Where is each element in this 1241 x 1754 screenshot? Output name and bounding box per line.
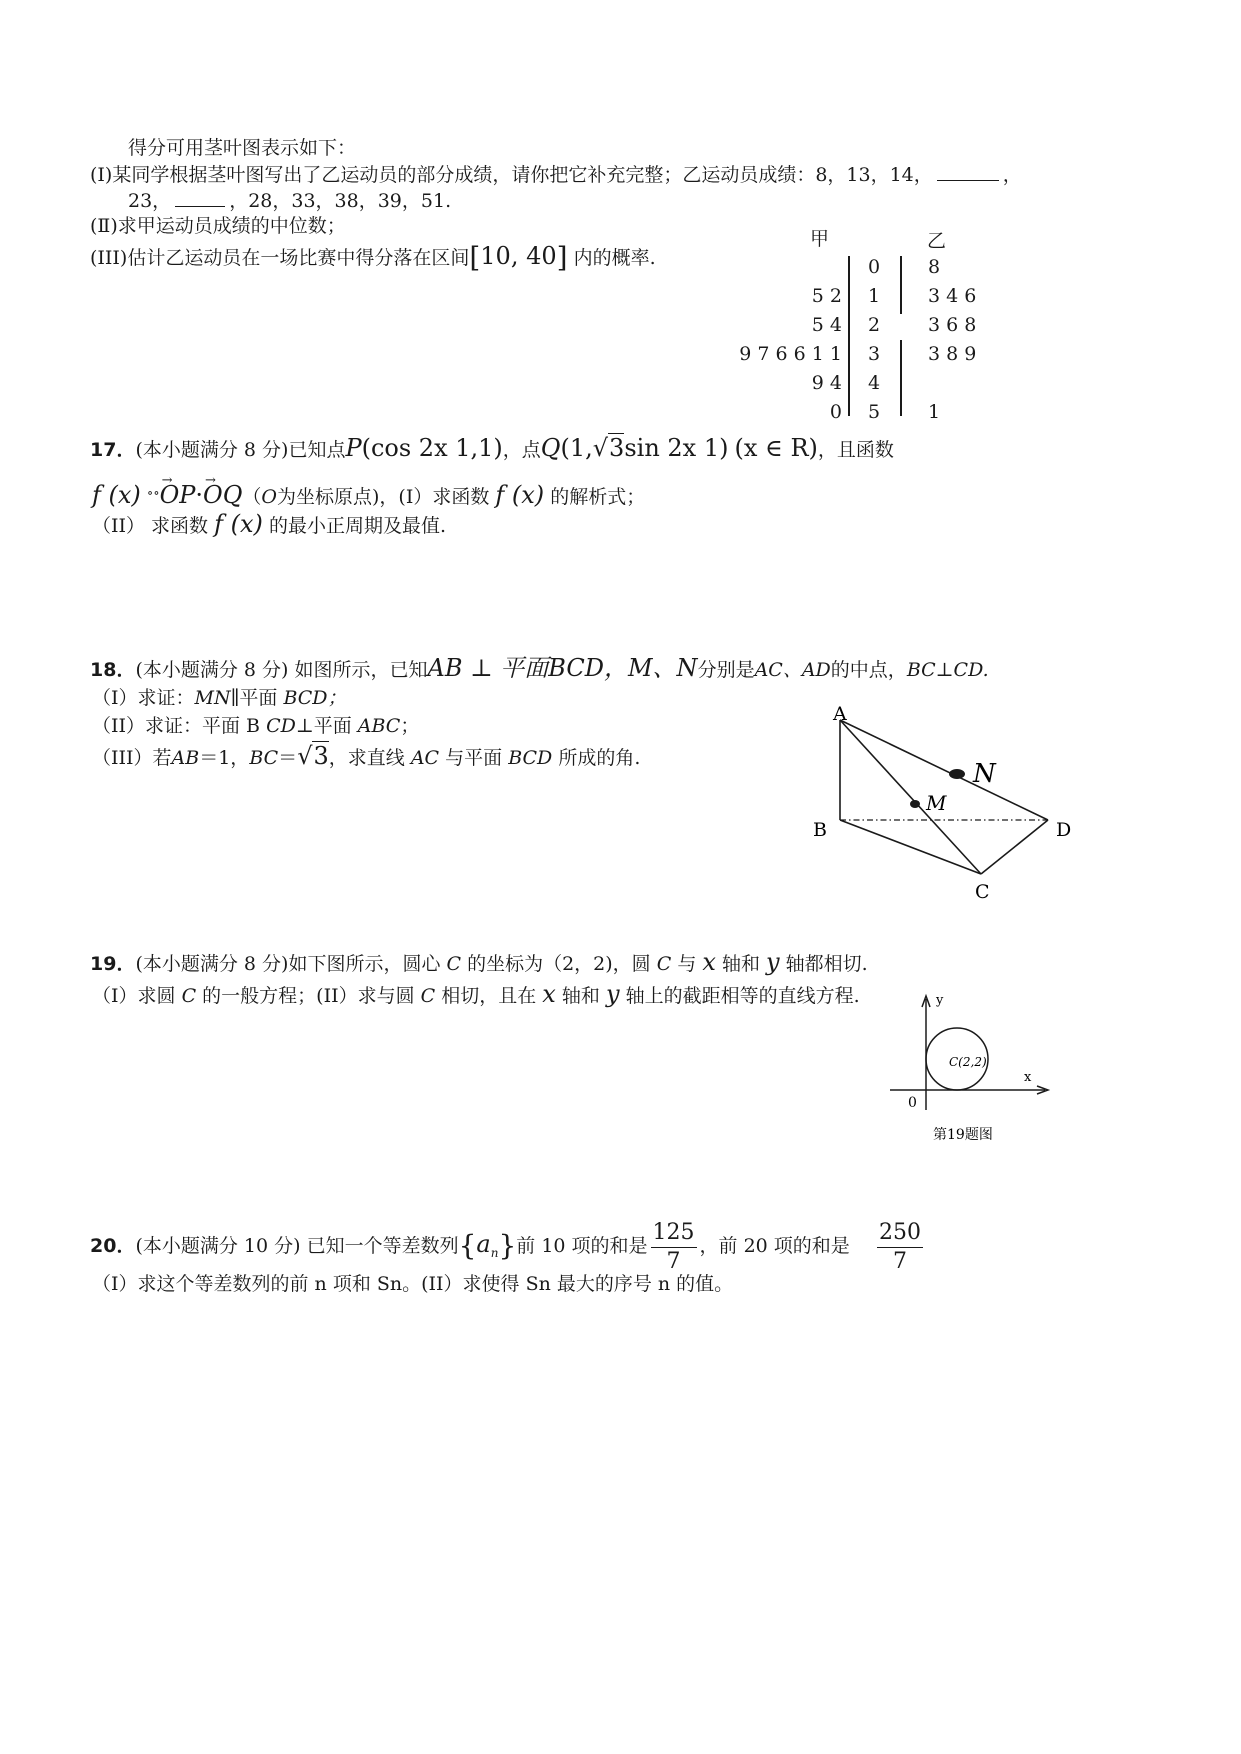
dot-product: · [195, 481, 204, 509]
interval: 10, 40 [480, 242, 557, 270]
figure-caption: 第19题图 [933, 1127, 993, 1143]
p17-text-b: ，点 [502, 439, 541, 461]
vector-OQ: → OQ [203, 483, 242, 507]
C-2: C [656, 953, 672, 975]
p18-q3-end: 所成的角. [558, 747, 641, 769]
figure-18-pyramid [805, 700, 1080, 910]
p16-question-1 [90, 162, 1022, 187]
p16-question-1-cont [128, 188, 451, 213]
divider-right-top [900, 256, 902, 314]
BC-perp-CD: BC⊥CD. [906, 659, 989, 681]
label-C: C [975, 881, 990, 903]
p16-q1-text: (Ⅰ)某同学根据茎叶图写出了乙运动员的部分成绩，请你把它补充完整；乙运动员成绩：8，13，14， [90, 164, 933, 186]
p18-q1-text: （I）求证： [92, 687, 195, 709]
problem-number-20: 20． [90, 1235, 136, 1257]
p19-text-f: 相切，且在 [441, 985, 537, 1007]
p18-line-3 [92, 714, 419, 738]
BCD: BCD [508, 747, 553, 769]
MN-parallel: MN∥ [194, 687, 240, 709]
stem: 5 [868, 401, 881, 423]
stem-leaf-plot [720, 220, 1020, 423]
with-plane: 与平面 [445, 747, 503, 769]
scores-rest: ，28，33，38，39，51. [229, 190, 452, 212]
jia-leaves: 9 4 [811, 372, 842, 394]
p20-line-2: （I）求这个等差数列的前 n 项和 Sn。(II）求使得 Sn 最大的序号 n 的值。 [92, 1273, 734, 1295]
f-of-x-2: f (x) [495, 481, 545, 509]
denominator-7: 7 [666, 1248, 681, 1274]
p19-line-1 [90, 950, 868, 976]
f-of-x-3: f (x) [214, 510, 263, 538]
plane-BCD: BCD； [283, 687, 347, 709]
jia-leaves: 5 2 [811, 285, 842, 307]
score-23: 23， [128, 190, 172, 212]
AB: AB [171, 747, 200, 769]
p16-question-3 [90, 241, 656, 274]
p19-text-g: 轴和 [561, 985, 600, 1007]
label-A: A [833, 703, 847, 725]
a: a [476, 1230, 491, 1258]
p16-question-2: (Ⅱ)求甲运动员成绩的中位数； [90, 215, 346, 237]
p16-intro: 得分可用茎叶图表示如下： [128, 137, 357, 159]
p20-text-c: ，前 20 项的和是 [699, 1235, 850, 1257]
p17-line-1: 17．(本小题满分 8 分)已知点P(cos 2x 1,1)，点Q(1,√3sin 2x 1) (x ∈ R)，且函数 [90, 434, 894, 462]
p18-line-4: （III）若AB＝1，BC＝√3，求直线 AC 与平面 BCD 所成的角. [92, 742, 641, 770]
brace-open: { [458, 1229, 477, 1262]
problem-number-18: 18． [90, 659, 136, 681]
divider-right-bottom [900, 340, 902, 416]
origin-O: O [261, 486, 277, 508]
p17-text-f: 的解析式； [550, 486, 646, 508]
p18-text-d: 的中点， [830, 659, 907, 681]
BC: BC [249, 747, 279, 769]
p19-text-e: 轴都相切. [785, 953, 868, 975]
sqrt-3: 3 [609, 434, 625, 462]
p17-q2-text: （II） 求函数 [92, 515, 209, 537]
x-sym-2: x [542, 980, 556, 1008]
p18-text-b: 分别是 [697, 659, 755, 681]
denominator-7-b: 7 [892, 1248, 907, 1274]
header-yi: 乙 [927, 230, 947, 252]
plane-word: 平面 [239, 687, 278, 709]
edge-CD [981, 820, 1048, 874]
plane-ABC: ABC [357, 715, 401, 737]
problem-number-17: 17． [90, 439, 136, 461]
jia-leaves: 0 [829, 401, 842, 423]
yi-leaves: 3 8 9 [928, 343, 977, 365]
numerator-250: 250 [877, 1219, 923, 1248]
yi-leaves: 3 6 8 [928, 314, 977, 336]
answer-blank-2[interactable] [175, 188, 225, 207]
yi-leaves: 3 4 6 [928, 285, 977, 307]
left-bracket: [ [469, 241, 481, 274]
C-1: C [446, 953, 462, 975]
p18-q3-text: （III）若 [92, 747, 172, 769]
label-D: D [1056, 819, 1072, 841]
p16-q3-end: 内的概率. [573, 247, 656, 269]
paren-open: （ [242, 486, 262, 508]
point-N-dot [949, 769, 965, 779]
p19-text-c: 与 [677, 953, 697, 975]
p19-q1-text: （I）求圆 [92, 985, 176, 1007]
p16-q3-text: (III)估计乙运动员在一场比赛中得分落在区间 [90, 247, 470, 269]
eq: ＝ [278, 747, 298, 769]
header-jia: 甲 [810, 228, 830, 250]
y-axis-sym: y [766, 948, 780, 976]
stem: 2 [868, 314, 881, 336]
label-N: N [973, 759, 996, 789]
stem: 0 [868, 256, 881, 278]
p17-line-2 [92, 482, 645, 509]
yi-leaves: 1 [928, 401, 941, 423]
edge-BC [840, 820, 981, 874]
semicolon: ； [400, 715, 420, 737]
numerator-125: 125 [651, 1219, 697, 1248]
perp-relation: AB ⊥ 平面BCD，M、N [427, 654, 698, 682]
jia-leaves: 9 7 6 6 1 1 [739, 343, 842, 365]
jia-leaves: 5 4 [811, 314, 842, 336]
subscript-n: n [490, 1245, 499, 1260]
stem: 4 [868, 372, 881, 394]
origin-label: 0 [908, 1095, 917, 1111]
vector-OP: → OP [160, 483, 196, 507]
p17-line-3 [92, 512, 446, 538]
center-label: C(2,2) [949, 1055, 987, 1069]
p17-text-e: 为坐标原点)，(I）求函数 [277, 486, 490, 508]
stem: 1 [868, 285, 881, 307]
equals-mark: ∘∘ [146, 486, 160, 501]
stem: 3 [868, 343, 881, 365]
figure-19-circle [885, 985, 1060, 1150]
p20-text-b: 前 10 项的和是 [516, 1235, 648, 1257]
fraction-125-7 [651, 1219, 697, 1276]
edge-AC [840, 720, 981, 874]
answer-blank-1[interactable] [937, 162, 999, 181]
AC: AC [410, 747, 440, 769]
p18-q2-text: （II）求证：平面 B [92, 715, 261, 737]
f-of-x: f (x) [92, 481, 141, 509]
x-label: x [1024, 1070, 1032, 1085]
p19-text-a: (本小题满分 8 分)如下图所示，圆心 [135, 953, 441, 975]
p19-text-h: 轴上的截距相等的直线方程. [625, 985, 860, 1007]
p18-line-2 [92, 686, 347, 710]
p19-text-d: 轴和 [721, 953, 760, 975]
yi-leaves: 8 [928, 256, 941, 278]
perp-plane: ⊥平面 [295, 715, 352, 737]
right-bracket: ] [556, 241, 568, 274]
C-4: C [420, 985, 436, 1007]
segments-AC-AD: AC、AD [754, 659, 831, 681]
eq-1: ＝1， [199, 747, 250, 769]
p17-text-a: (本小题满分 8 分)已知点 [135, 439, 346, 461]
divider-left [848, 256, 850, 416]
p17-q2-end: 的最小正周期及最值. [268, 515, 446, 537]
y-sym-2: y [605, 980, 620, 1008]
point-P: P [345, 434, 362, 462]
p18-line-1 [90, 656, 989, 682]
C-3: C [181, 985, 197, 1007]
p19-text-b: 的坐标为（2，2)，圆 [467, 953, 651, 975]
x-axis-sym: x [702, 948, 716, 976]
p19-q2-text: 的一般方程；(II）求与圆 [202, 985, 415, 1007]
domain: (x ∈ R) [734, 434, 818, 462]
comma: ， [1002, 164, 1022, 186]
sqrt-3-b: 3 [313, 742, 329, 770]
y-label: y [936, 993, 944, 1008]
p20-text-a: (本小题满分 10 分) 已知一个等差数列 [135, 1235, 459, 1257]
point-Q: Q [540, 434, 561, 462]
point-M-dot [910, 800, 920, 808]
label-B: B [813, 819, 827, 841]
brace-close: } [498, 1229, 517, 1262]
Q-coords-pre: (1, [560, 434, 593, 462]
CD: CD [266, 715, 296, 737]
fraction-250-7 [877, 1219, 923, 1276]
p19-line-2 [92, 982, 860, 1008]
p18-q3-mid: ，求直线 [328, 747, 405, 769]
label-M: M [926, 791, 947, 815]
Q-coords-post: sin 2x 1) [624, 434, 729, 462]
problem-number-19: 19． [90, 953, 136, 975]
p18-text-a: (本小题满分 8 分) 如图所示，已知 [135, 659, 428, 681]
p17-text-c: ，且函数 [817, 439, 894, 461]
P-coords: (cos 2x 1,1) [361, 434, 503, 462]
